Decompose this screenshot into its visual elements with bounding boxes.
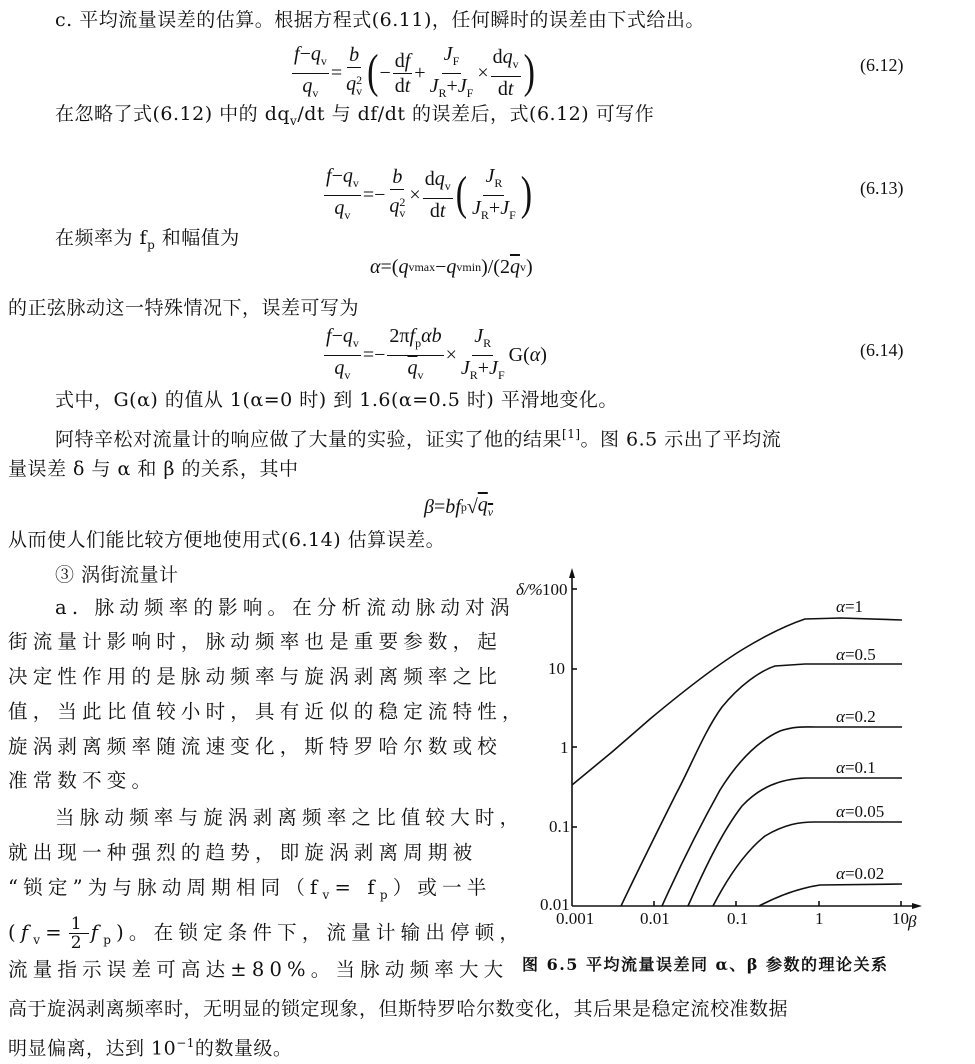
paragraph-after-6-12: 在忽略了式(6.12) 中的 $dq_v/dt$ 与 df/dt 的误差后，式(6.12) 可写作: [55, 103, 655, 128]
svg-text:10: 10: [548, 659, 565, 678]
paragraph-g-alpha: 式中，G(α) 的值从 1(α=0 时) 到 1.6(α=0.5 时) 平滑地变化。: [55, 389, 618, 411]
curve-alpha-0-1: [688, 778, 902, 906]
svg-text:10: 10: [892, 909, 909, 928]
paragraph-sine-case: 的正弦脉动这一特殊情况下，误差可写为: [8, 297, 360, 319]
svg-text:100: 100: [542, 580, 568, 599]
svg-text:0.01: 0.01: [640, 909, 670, 928]
svg-text:α=0.5: α=0.5: [836, 645, 876, 664]
figure-caption: 图 6.5 平均流量误差同 α、β 参数的理论关系: [522, 955, 889, 974]
x-axis-label: β: [908, 912, 917, 931]
equation-6-14: $\frac{f-q_v}{q_v}$ =− $\frac{2\pi f_p\alpha b}{\overline{q}_v}$ × $\frac{J_R}{J_R+J_F}$ G( α ): [326, 324, 547, 382]
vortex-line-7: 就出现一种强烈的趋势，即旋涡剥离周期被: [8, 841, 478, 864]
paragraph-freq-intro: 在频率为 $f_p$ 和幅值为: [55, 227, 240, 252]
paragraph-atkinson-2: 量误差 δ 与 α 和 β 的关系，其中: [8, 458, 299, 480]
y-axis-label: δ/%: [516, 580, 543, 599]
svg-text:1: 1: [815, 909, 824, 928]
equation-beta-definition: β = bf p √ $q_v$: [424, 494, 494, 519]
paragraph-atkinson-1: 阿特辛松对流量计的响应做了大量的实验，证实了他的结果[1]。图 6.5 示出了平均流: [55, 427, 782, 451]
paragraph-final-1: 高于旋涡剥离频率时，无明显的锁定现象，但斯特罗哈尔数变化，其后果是稳定流校准数据: [8, 998, 789, 1020]
svg-text:0.1: 0.1: [727, 909, 749, 928]
equation-6-13: $\frac{f-q_v}{q_v}$ =− $\frac{b}{q^2_v}$ × $\frac{dq_v}{dt}$ ( $\frac{J_R}{J_R+J_F}$ ): [326, 164, 533, 222]
vortex-line-0: a. 脉动频率的影响。在分析流动脉动对涡: [55, 596, 515, 619]
svg-text:α=1: α=1: [836, 597, 864, 616]
paragraph-c-heading: c. 平均流量误差的估算。根据方程式(6.11)，任何瞬时的误差由下式给出。: [55, 9, 705, 31]
svg-text:α=0.05: α=0.05: [836, 802, 885, 821]
equation-6-12: $\frac{f-q_v}{q_v}$ = $\frac{b}{q^2_v}$ ( − $\frac{df}{dt}$ + $\frac{J_F}{J_R+J_F}$ × $\frac{dq_v}{dt}$ ): [294, 42, 535, 100]
equation-number-6-14: (6.14): [860, 340, 904, 360]
vortex-line-8: “锁定”为与脉动周期相同$(f_v= f_p)$或一半: [8, 876, 492, 902]
curve-alpha-0-02: [759, 884, 902, 906]
vortex-line-9: ($f_v=$ $\frac{1}{2}$ $f_p$)。在锁定条件下，流量计输出停顿，: [8, 914, 525, 953]
equation-number-6-12: (6.12): [860, 55, 904, 75]
svg-text:α=0.02: α=0.02: [836, 864, 885, 883]
svg-text:α=0.2: α=0.2: [836, 707, 876, 726]
vortex-line-3: 值，当此比值较小时，具有近似的稳定流特性，: [8, 700, 527, 723]
svg-text:0.001: 0.001: [556, 909, 595, 928]
citation-ref[interactable]: [1]: [562, 427, 581, 441]
vortex-line-6: 当脉动频率与旋涡剥离频率之比值较大时，: [55, 806, 525, 829]
svg-text:0.1: 0.1: [549, 817, 571, 836]
equation-alpha-definition: α =( q vmax − q vmin )/(2 $\overline{q}$ v ): [370, 256, 533, 278]
section-heading-vortex: ③ 涡街流量计: [55, 564, 179, 586]
svg-text:α=0.1: α=0.1: [836, 758, 876, 777]
vortex-line-1: 街流量计影响时，脉动频率也是重要参数，起: [8, 630, 503, 653]
vortex-line-4: 旋涡剥离频率随流速变化，斯特罗哈尔数或校: [8, 735, 503, 758]
paragraph-use-6-14: 从而使人们能比较方便地使用式(6.14) 估算误差。: [8, 529, 446, 551]
svg-text:0.01: 0.01: [540, 895, 570, 914]
paragraph-final-2: 明显偏离，达到 $10^{-1}$的数量级。: [8, 1036, 293, 1060]
vortex-line-2: 决定性作用的是脉动频率与旋涡剥离频率之比: [8, 665, 503, 688]
svg-text:1: 1: [560, 738, 569, 757]
equation-number-6-13: (6.13): [860, 178, 904, 198]
vortex-line-10: 流量指示误差可高达±80%。当脉动频率大大: [8, 958, 509, 981]
vortex-line-5: 准常数不变。: [8, 769, 157, 792]
